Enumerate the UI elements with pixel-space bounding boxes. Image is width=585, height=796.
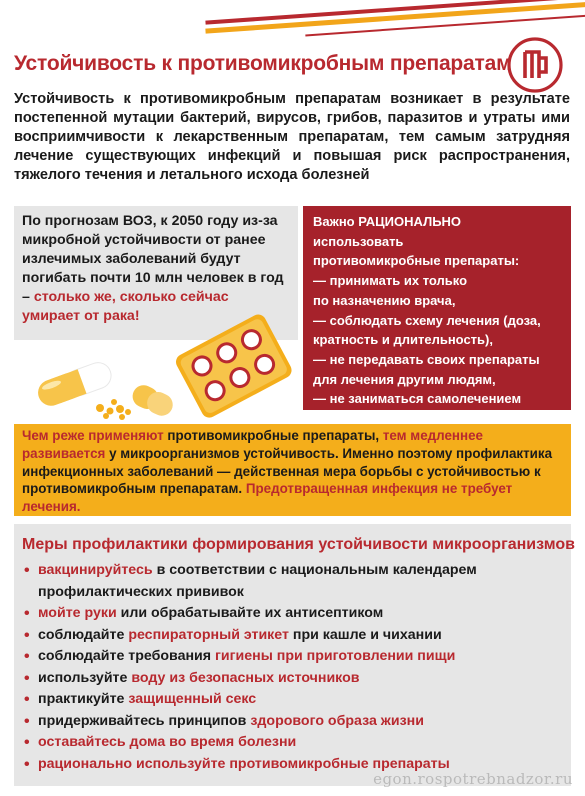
measures-list bbox=[22, 560, 563, 775]
top-decoration bbox=[0, 0, 585, 40]
rational-line: противомикробные препараты: bbox=[313, 253, 520, 269]
bullet-icon: • bbox=[24, 734, 30, 751]
rational-line: — не заниматься самолечением bbox=[313, 391, 522, 407]
forecast-text: По прогнозам ВОЗ, к 2050 году из-за микробной устойчивости от ранее излечимых заболеваний будут погибать почти 10 млн человек в год – bbox=[22, 213, 284, 305]
rational-use-box bbox=[303, 206, 571, 410]
prevention-measures-box bbox=[14, 524, 575, 786]
list-item: • рационально используйте противомикробные препараты bbox=[22, 754, 563, 776]
list-item: • используйте воду из безопасных источников bbox=[22, 668, 563, 690]
measures-title: Меры профилактики формирования устойчивости микроорганизмов bbox=[22, 536, 575, 553]
list-item: • придерживайтесь принципов здорового образа жизни bbox=[22, 711, 563, 733]
notice-text-4: у микроорганизмов устойчивость. Именно поэтому профилактика инфекционных заболеваний — действенная мера борьбы с устойчивостью к противомикробным препаратам. bbox=[22, 445, 553, 497]
list-item: • оставайтесь дома во время болезни bbox=[22, 732, 563, 754]
watermark: egon.rospotrebnadzor.ru bbox=[373, 770, 573, 788]
notice-red-3: тем медленнее развивается bbox=[22, 428, 483, 461]
bullet-icon: • bbox=[24, 605, 30, 622]
rational-line: использовать bbox=[313, 233, 404, 249]
notice-box bbox=[14, 424, 571, 516]
capsule-icon bbox=[34, 359, 176, 420]
intro-paragraph: Устойчивость к противомикробным препаратам возникает в результате постепенной мутации бактерий, вирусов, грибов, паразитов и утраты ими восприимчивости к лекарственным препаратам, тем самым затрудняя лечение существующих инфекций и повышая риск распространения, тяжелого течения и летального исхода болезней bbox=[14, 91, 570, 183]
rational-line: — не передавать своих препараты bbox=[313, 351, 540, 367]
bullet-icon: • bbox=[24, 712, 30, 730]
bullet-icon: • bbox=[24, 648, 30, 665]
rational-line: для лечения другим людям, bbox=[313, 371, 496, 387]
rational-line: по назначению врача, bbox=[313, 292, 456, 308]
bullet-icon: • bbox=[24, 562, 30, 579]
rospotrebnadzor-logo-icon bbox=[506, 36, 564, 94]
notice-text-2: противомикробные препараты, bbox=[167, 428, 380, 443]
rational-line: — принимать их только bbox=[313, 273, 468, 289]
list-item: • мойте руки или обрабатывайте их антисептиком bbox=[22, 603, 563, 625]
list-item: • соблюдайте требования гигиены при приготовлении пищи bbox=[22, 646, 563, 668]
bullet-icon: • bbox=[24, 691, 30, 708]
bullet-icon: • bbox=[24, 669, 30, 687]
pill-blister-icon bbox=[173, 312, 294, 420]
list-item: • вакцинируйтесь в соответствии с национальным календарем профилактических прививок bbox=[24, 562, 477, 600]
rational-lines bbox=[313, 232, 561, 409]
bullet-icon: • bbox=[24, 755, 30, 773]
bullet-icon: • bbox=[24, 626, 30, 644]
rational-line: кратность и длительность), bbox=[313, 332, 493, 348]
page-title: Устойчивость к противомикробным препаратам bbox=[14, 52, 512, 75]
forecast-highlight: столько же, сколько сейчас умирает от рака! bbox=[22, 289, 229, 324]
rational-lead: Важно РАЦИОНАЛЬНО bbox=[313, 214, 462, 229]
decor-stripe bbox=[205, 0, 585, 25]
list-item: • соблюдайте респираторный этикет при кашле и чихании bbox=[22, 625, 563, 647]
rational-line: — соблюдать схему лечения (доза, bbox=[313, 312, 541, 328]
notice-red-5: Предотвращенная инфекция не требует лечения. bbox=[22, 481, 513, 515]
decor-stripe bbox=[305, 14, 585, 37]
notice-red-1: Чем реже применяют bbox=[22, 428, 164, 443]
list-item: • практикуйте защищенный секс bbox=[22, 689, 563, 711]
pills-illustration bbox=[14, 312, 304, 420]
